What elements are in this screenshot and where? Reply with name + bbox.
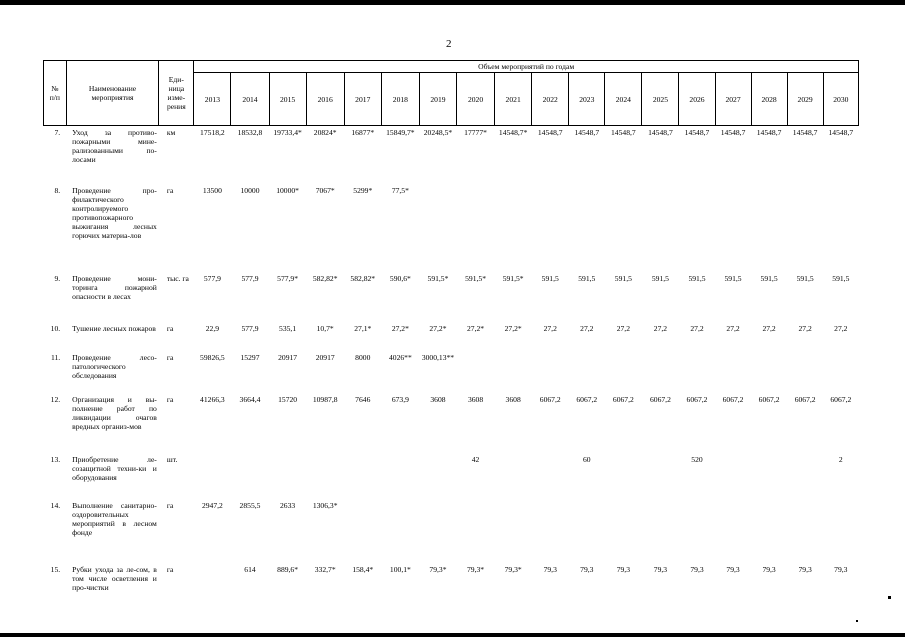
value-cell — [306, 453, 344, 499]
value-cell — [715, 184, 751, 272]
header-years-group: Объем мероприятий по годам — [194, 61, 859, 73]
value-cell — [381, 453, 419, 499]
value-cell: 10987,8 — [312, 394, 338, 404]
value-cell — [642, 351, 679, 393]
header-year: 2029 — [787, 73, 823, 126]
row-unit: га — [166, 352, 174, 362]
row-name: Организация и вы-полнение работ по ликвидации очагов вредных организ-мов — [72, 394, 157, 431]
value-cell: 20917 — [315, 352, 335, 362]
value-cell — [715, 499, 751, 563]
value-cell: 591,5 — [832, 273, 850, 283]
value-cell — [605, 453, 642, 499]
value-cell — [642, 453, 679, 499]
value-cell: 3664,4 — [239, 394, 261, 404]
value-cell: 6067,2 — [830, 394, 852, 404]
row-name: Проведение про-филактического контролируемого противопожарного выжигания лесных горючих материа-лов — [72, 185, 157, 240]
header-year: 2024 — [605, 73, 642, 126]
value-cell — [569, 499, 605, 563]
value-cell — [751, 453, 787, 499]
value-cell: 591,5 — [724, 273, 742, 283]
row-name: Проведение лесо-патологического обследования — [72, 352, 157, 380]
value-cell: 3608 — [430, 394, 446, 404]
value-cell — [605, 184, 642, 272]
value-cell: 27,2 — [726, 323, 740, 333]
value-cell: 27,2* — [429, 323, 447, 333]
value-cell: 6067,2 — [612, 394, 634, 404]
row-number: 10. — [50, 323, 61, 333]
value-cell — [231, 453, 269, 499]
value-cell: 79,3 — [726, 564, 740, 574]
table-row — [44, 272, 859, 322]
value-cell — [381, 499, 419, 563]
table-row — [44, 453, 859, 499]
table-row — [44, 184, 859, 272]
value-cell: 582,82* — [350, 273, 376, 283]
value-cell: 577,9* — [277, 273, 299, 283]
header-year: 2028 — [751, 73, 787, 126]
header-year: 2025 — [642, 73, 679, 126]
value-cell: 591,5 — [651, 273, 669, 283]
value-cell: 18532,8 — [237, 128, 263, 137]
value-cell: 6067,2 — [722, 394, 744, 404]
value-cell: 14548,7 — [684, 128, 710, 137]
value-cell — [823, 499, 858, 563]
value-cell — [823, 351, 858, 393]
value-cell — [194, 453, 231, 499]
value-cell: 27,2 — [543, 323, 557, 333]
value-cell — [642, 184, 679, 272]
table-row — [44, 393, 859, 453]
value-cell: 614 — [244, 564, 256, 574]
value-cell: 577,9 — [203, 273, 221, 283]
value-cell: 79,3 — [616, 564, 630, 574]
value-cell — [457, 351, 495, 393]
value-cell — [787, 499, 823, 563]
value-cell — [419, 184, 456, 272]
value-cell — [344, 453, 381, 499]
row-number: 15. — [50, 564, 61, 574]
value-cell — [679, 351, 715, 393]
value-cell: 673,9 — [391, 394, 409, 404]
header-name: Наименование мероприятия — [66, 61, 159, 126]
value-cell: 591,5 — [614, 273, 632, 283]
value-cell: 19733,4* — [273, 128, 302, 137]
value-cell — [532, 453, 569, 499]
value-cell — [532, 499, 569, 563]
value-cell: 27,2 — [580, 323, 594, 333]
stray-mark — [856, 620, 858, 622]
header-unit: Еди- ница изме- рения — [159, 61, 194, 126]
value-cell: 14548,7 — [792, 128, 818, 137]
value-cell: 41266,3 — [200, 394, 225, 404]
value-cell — [194, 563, 231, 623]
value-cell — [495, 184, 532, 272]
header-year: 2021 — [495, 73, 532, 126]
value-cell — [419, 453, 456, 499]
value-cell — [751, 184, 787, 272]
value-cell: 591,5 — [688, 273, 706, 283]
value-cell: 1306,3* — [312, 500, 338, 510]
value-cell: 14548,7 — [720, 128, 746, 137]
value-cell: 42 — [471, 454, 480, 464]
value-cell: 6067,2 — [758, 394, 780, 404]
value-cell: 27,2 — [616, 323, 630, 333]
value-cell: 10,7* — [316, 323, 334, 333]
value-cell: 591,5* — [465, 273, 486, 283]
value-cell: 14548,7 — [648, 128, 673, 137]
value-cell: 15720 — [278, 394, 298, 404]
stray-mark — [888, 596, 891, 599]
value-cell: 27,2 — [653, 323, 668, 333]
value-cell: 27,2 — [798, 323, 812, 333]
value-cell: 535,1 — [279, 323, 297, 333]
value-cell: 520 — [691, 454, 703, 464]
header-year: 2017 — [344, 73, 381, 126]
table-row — [44, 126, 859, 184]
row-name: Приобретение ле-созащитной техни-ки и оборудования — [72, 454, 157, 482]
value-cell: 6067,2 — [576, 394, 598, 404]
row-name: Уход за противо-пожарными мине-рализованными по-лосами — [72, 128, 157, 164]
row-unit: тыс. га — [166, 273, 189, 283]
value-cell: 14548,7 — [574, 128, 600, 137]
table-body — [44, 126, 859, 623]
value-cell: 5299* — [353, 185, 373, 195]
value-cell: 79,3 — [543, 564, 557, 574]
row-number: 7. — [54, 128, 61, 137]
value-cell: 14548,7 — [611, 128, 636, 137]
value-cell: 79,3 — [653, 564, 668, 574]
value-cell: 79,3* — [429, 564, 447, 574]
row-number: 13. — [50, 454, 61, 464]
value-cell — [344, 499, 381, 563]
header-year: 2013 — [194, 73, 231, 126]
value-cell: 591,5 — [578, 273, 596, 283]
value-cell — [715, 351, 751, 393]
value-cell: 14548,7* — [498, 128, 528, 137]
header-year: 2026 — [679, 73, 715, 126]
row-unit: га — [166, 500, 174, 510]
page-number: 2 — [446, 38, 452, 50]
value-cell: 20917 — [278, 352, 298, 362]
value-cell: 10000 — [240, 185, 260, 195]
value-cell: 79,3 — [798, 564, 812, 574]
value-cell: 3608 — [505, 394, 521, 404]
row-unit: га — [166, 394, 174, 404]
row-unit: га — [166, 323, 174, 333]
value-cell: 27,2* — [467, 323, 485, 333]
value-cell: 8000 — [355, 352, 371, 362]
value-cell — [457, 499, 495, 563]
row-unit: га — [166, 185, 174, 195]
value-cell — [679, 499, 715, 563]
value-cell — [787, 184, 823, 272]
value-cell: 577,9 — [241, 323, 259, 333]
value-cell: 2 — [838, 454, 843, 464]
value-cell — [605, 499, 642, 563]
value-cell: 7646 — [355, 394, 371, 404]
header-year: 2020 — [457, 73, 495, 126]
value-cell — [787, 453, 823, 499]
value-cell: 27,2 — [690, 323, 704, 333]
row-number: 9. — [54, 273, 61, 283]
value-cell — [495, 499, 532, 563]
value-cell — [495, 453, 532, 499]
row-number: 8. — [54, 185, 61, 195]
value-cell: 2855,5 — [239, 500, 261, 510]
value-cell: 27,2* — [504, 323, 522, 333]
row-name: Проведение мони-торинга пожарной опасности в лесах — [72, 273, 157, 301]
header-year: 2019 — [419, 73, 456, 126]
value-cell: 79,3 — [834, 564, 848, 574]
value-cell: 27,1* — [354, 323, 372, 333]
row-number: 12. — [50, 394, 61, 404]
row-unit: шт. — [166, 454, 178, 464]
value-cell: 590,6* — [389, 273, 411, 283]
value-cell: 20248,5* — [423, 128, 453, 137]
header-num: № п/п — [44, 61, 67, 126]
value-cell — [495, 351, 532, 393]
value-cell: 10000* — [276, 185, 299, 195]
value-cell: 15849,7* — [386, 128, 415, 137]
table-row — [44, 563, 859, 623]
value-cell: 79,3* — [504, 564, 522, 574]
header-year: 2014 — [231, 73, 269, 126]
bottom-border — [0, 633, 905, 637]
value-cell: 158,4* — [352, 564, 374, 574]
header-year: 2022 — [532, 73, 569, 126]
value-cell: 2947,2 — [201, 500, 223, 510]
value-cell: 6067,2 — [686, 394, 708, 404]
value-cell: 27,2 — [834, 323, 848, 333]
value-cell: 13500 — [202, 185, 222, 195]
header-year: 2018 — [381, 73, 419, 126]
top-border — [0, 0, 905, 5]
value-cell: 591,5* — [427, 273, 449, 283]
header-year: 2023 — [569, 73, 605, 126]
value-cell: 7067* — [315, 185, 335, 195]
value-cell: 577,9 — [241, 273, 259, 283]
value-cell: 332,7* — [314, 564, 336, 574]
value-cell: 16877* — [351, 128, 375, 137]
value-cell — [419, 499, 456, 563]
value-cell: 79,3* — [467, 564, 485, 574]
value-cell — [787, 351, 823, 393]
header-year: 2015 — [269, 73, 306, 126]
value-cell: 20824* — [313, 128, 337, 137]
value-cell: 582,82* — [312, 273, 338, 283]
header-year: 2016 — [306, 73, 344, 126]
value-cell: 591,5 — [541, 273, 559, 283]
row-name: Тушение лесных пожаров — [72, 323, 156, 333]
value-cell: 591,5 — [796, 273, 814, 283]
header-year: 2027 — [715, 73, 751, 126]
value-cell: 6067,2 — [539, 394, 561, 404]
value-cell: 79,3 — [690, 564, 704, 574]
value-cell — [642, 499, 679, 563]
value-cell: 591,5 — [760, 273, 778, 283]
value-cell — [605, 351, 642, 393]
value-cell: 60 — [582, 454, 591, 464]
value-cell: 6067,2 — [649, 394, 671, 404]
value-cell: 22,9 — [205, 323, 220, 333]
value-cell — [532, 184, 569, 272]
value-cell: 591,5* — [502, 273, 524, 283]
value-cell: 6067,2 — [794, 394, 816, 404]
table-row — [44, 322, 859, 351]
value-cell: 14548,7 — [756, 128, 782, 137]
value-cell — [751, 499, 787, 563]
value-cell: 100,1* — [389, 564, 411, 574]
row-unit: га — [166, 564, 174, 574]
value-cell: 2633 — [279, 500, 296, 510]
row-number: 11. — [50, 352, 61, 362]
value-cell — [532, 351, 569, 393]
value-cell: 889,6* — [277, 564, 299, 574]
value-cell: 17777* — [464, 128, 487, 137]
value-cell: 79,3 — [762, 564, 776, 574]
value-cell — [823, 184, 858, 272]
value-cell — [269, 453, 306, 499]
value-cell: 14548,7 — [828, 128, 854, 137]
value-cell: 14548,7 — [537, 128, 563, 137]
value-cell — [751, 351, 787, 393]
value-cell: 77,5* — [391, 185, 409, 195]
value-cell: 59826,5 — [200, 352, 225, 362]
value-cell: 79,3 — [580, 564, 594, 574]
value-cell: 4026** — [388, 352, 412, 362]
value-cell — [715, 453, 751, 499]
value-cell — [569, 184, 605, 272]
row-name: Рубки ухода за ле-сом, в том числе осветления и про-чистки — [72, 564, 157, 592]
events-table — [43, 60, 859, 623]
value-cell: 27,2 — [762, 323, 776, 333]
value-cell: 17518,2 — [200, 128, 225, 137]
row-unit: км — [166, 128, 176, 137]
row-name: Выполнение санитарно-оздоровительных мероприятий в лесном фонде — [72, 500, 157, 537]
value-cell: 27,2* — [391, 323, 409, 333]
value-cell: 3608 — [467, 394, 484, 404]
header-year: 2030 — [823, 73, 858, 126]
value-cell — [569, 351, 605, 393]
table-row — [44, 351, 859, 393]
value-cell: 3000,13** — [421, 352, 455, 362]
value-cell — [679, 184, 715, 272]
value-cell: 15297 — [240, 352, 260, 362]
row-number: 14. — [50, 500, 61, 510]
value-cell — [457, 184, 495, 272]
table-row — [44, 499, 859, 563]
